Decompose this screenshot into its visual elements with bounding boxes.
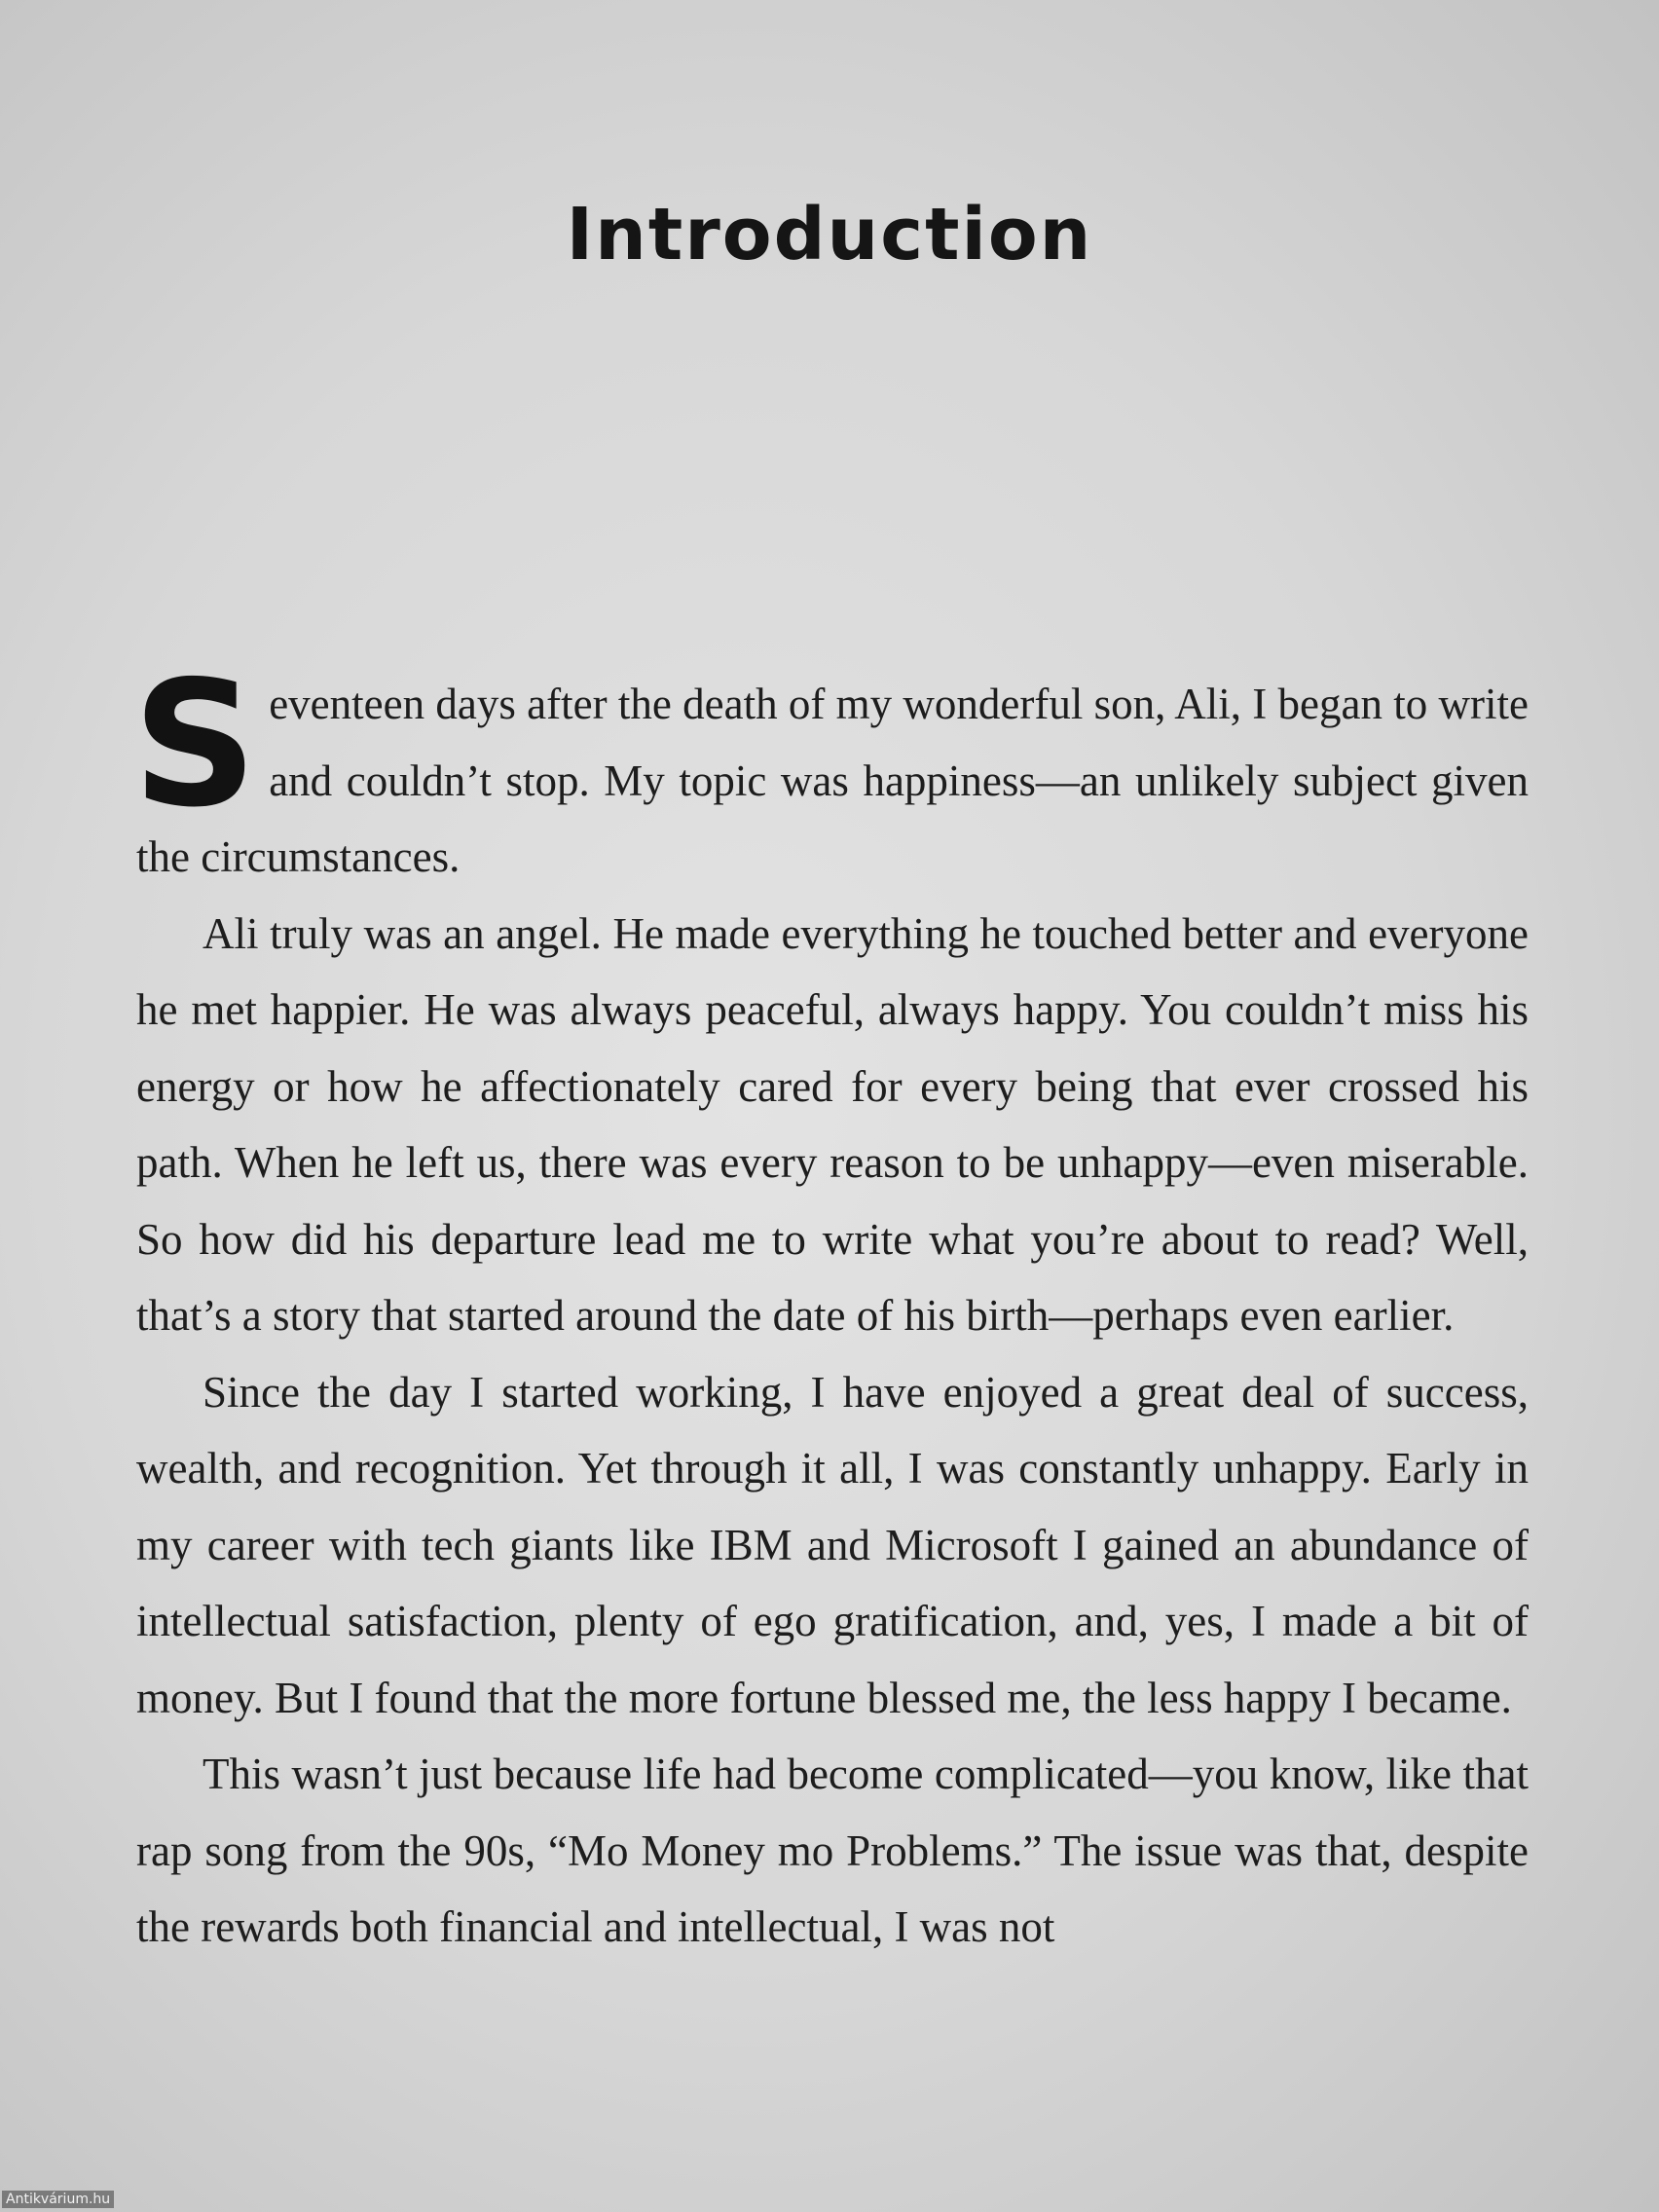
paragraph-2: Ali truly was an angel. He made everything he touched better and everyone he met happier. He was always peaceful, always happy. You couldn’t miss his energy or how he affectionately cared for every being that ever crossed his path. When he left us, there was every reason to be unhappy—even miserable. So how did his departure lead me to write what you’re about to read? Well, that’s a story that started around the date of his birth—perhaps even earlier.: [136, 908, 1529, 1340]
paragraph-3: Since the day I started working, I have enjoyed a great deal of success, wealth, and recognition. Yet through it all, I was constantly unhappy. Early in my career with tech giants like IBM and Microsoft I gained an abundance of intellectual satisfaction, plenty of ego gratification, and, yes, I made a bit of money. But I found that the more fortune blessed me, the less happy I became.: [136, 1367, 1529, 1722]
paragraph-1: [132, 644, 1529, 896]
body-text: [132, 644, 1529, 1966]
chapter-title: Introduction: [566, 193, 1093, 276]
paragraph-1-text: eventeen days after the death of my wonderful son, Ali, I began to write and couldn’t stop. My topic was happiness—an unlikely subject given the circumstances.: [136, 680, 1529, 881]
paragraph-4: This wasn’t just because life had become complicated—you know, like that rap song from the 90s, “Mo Money mo Problems.” The issue was that, despite the rewards both financial and intellectual, I was not: [136, 1750, 1529, 1951]
watermark: Antikvárium.hu: [2, 2191, 114, 2208]
drop-cap: S: [132, 644, 258, 845]
